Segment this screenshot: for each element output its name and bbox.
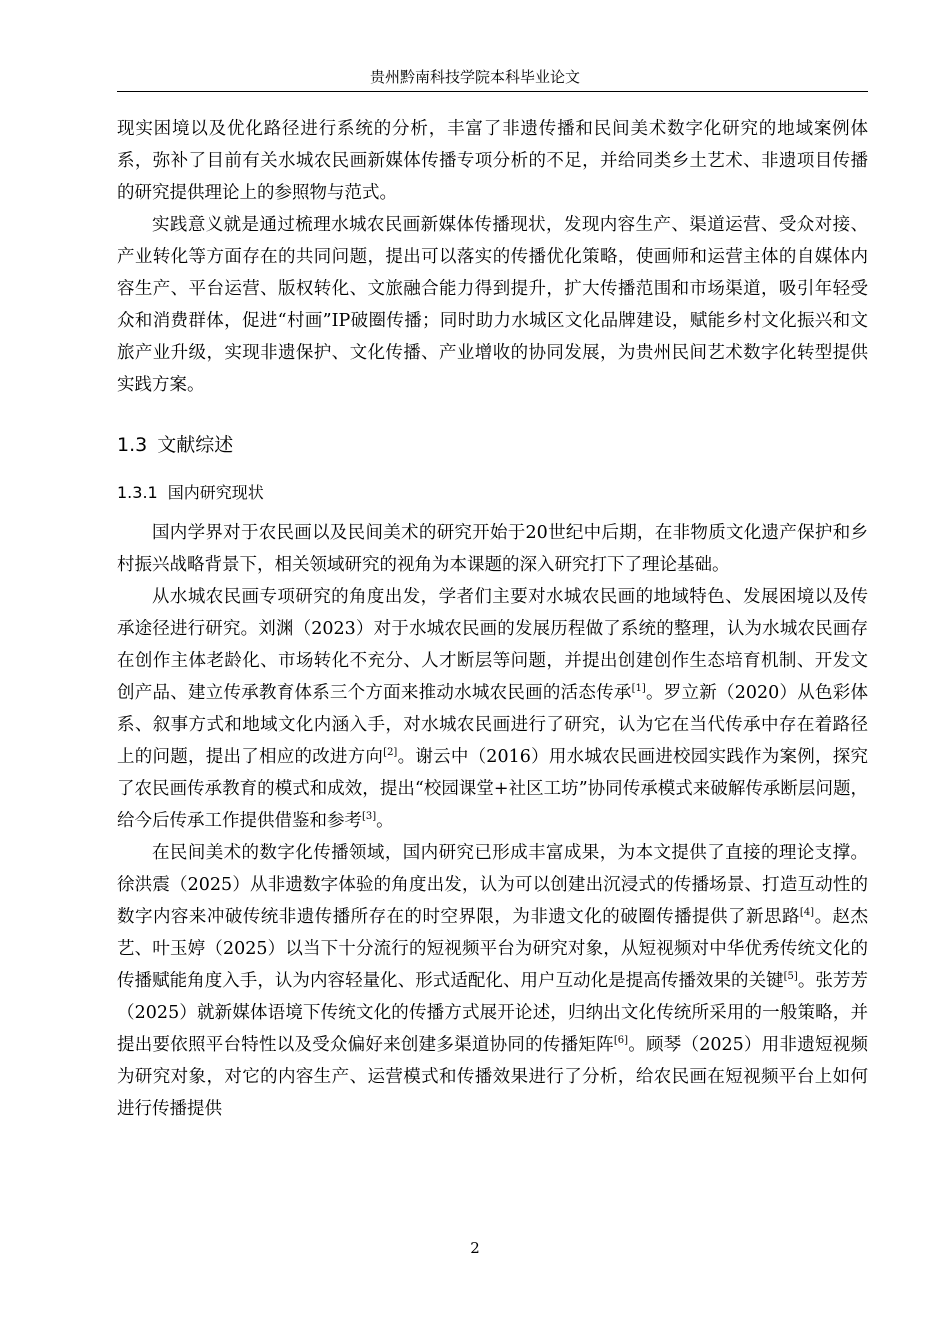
text-segment: 。 bbox=[376, 811, 394, 831]
header-rule bbox=[117, 91, 868, 92]
text-segment: 。谢云中（2016）用水城农民画进校园实践作为案例，探究了农民画传承教育的模式和成效，提出“校园课堂+社区工坊”协同传承模式来破解传承断层问题，给今后传承工作提供借鉴和参考 bbox=[117, 747, 868, 831]
citation-3: [3] bbox=[362, 811, 377, 823]
subsection-title: 国内研究现状 bbox=[167, 483, 264, 502]
subsection-number: 1.3.1 bbox=[117, 483, 158, 502]
paragraph-continued: 现实困境以及优化路径进行系统的分析，丰富了非遗传播和民间美术数字化研究的地域案例体系，弥补了目前有关水城农民画新媒体传播专项分析的不足，并给同类乡土艺术、非遗项目传播的研究提供理论上的参照物与范式。 bbox=[117, 119, 868, 203]
citation-2: [2] bbox=[383, 747, 398, 759]
text-segment: 。罗立新（2020）从色彩体系、叙事方式和地域文化内涵入手，对水城农民画进行了研究，认为它在当代传承中存在着路径上的问题，提出了相应的改进方向 bbox=[117, 683, 868, 767]
citation-5: [5] bbox=[783, 971, 798, 983]
citation-4: [4] bbox=[799, 907, 815, 919]
section-heading bbox=[117, 431, 868, 459]
subsection-heading bbox=[117, 481, 868, 505]
page-body bbox=[117, 113, 868, 1125]
paragraph-practical-significance: 实践意义就是通过梳理水城农民画新媒体传播现状，发现内容生产、渠道运营、受众对接、产业转化等方面存在的共同问题，提出可以落实的传播优化策略，使画师和运营主体的自媒体内容生产、平台运营、版权转化、文旅融合能力得到提升，扩大传播范围和市场渠道，吸引年轻受众和消费群体，促进“村画”IP破圈传播；同时助力水城区文化品牌建设，赋能乡村文化振兴和文旅产业升级，实现非遗保护、文化传播、产业增收的协同发展，为贵州民间艺术数字化转型提供实践方案。 bbox=[117, 215, 868, 395]
text-segment: 。顾琴（2025）用非遗短视频为研究对象，对它的内容生产、运营模式和传播效果进行了分析，给农民画在短视频平台上如何进行传播提供 bbox=[117, 1035, 869, 1119]
paragraph-domestic-research-intro: 国内学界对于农民画以及民间美术的研究开始于20世纪中后期，在非物质文化遗产保护和乡村振兴战略背景下，相关领域研究的视角为本课题的深入研究打下了理论基础。 bbox=[117, 523, 868, 575]
section-title: 文献综述 bbox=[157, 434, 234, 456]
section-number: 1.3 bbox=[117, 434, 148, 456]
paragraph-digital-dissemination bbox=[117, 837, 868, 1125]
running-header: 贵州黔南科技学院本科毕业论文 bbox=[369, 68, 580, 86]
text-segment: 从水城农民画专项研究的角度出发，学者们主要对水城农民画的地域特色、发展困境以及传承途径进行研究。刘渊（2023）对于水城农民画的发展历程做了系统的整理，认为水城农民画存在创作主体老龄化、市场转化不充分、人才断层等问题，并提出创建创作生态培育机制、开发文创产品、建立传承教育体系三个方面来推动水城农民画的活态传承 bbox=[117, 587, 868, 703]
citation-6: [6] bbox=[613, 1035, 629, 1047]
text-segment: 。赵杰艺、叶玉婷（2025）以当下十分流行的短视频平台为研究对象，从短视频对中华优秀传统文化的传播赋能角度入手，认为内容轻量化、形式适配化、用户互动化是提高传播效果的关键 bbox=[117, 907, 869, 991]
page-number: 2 bbox=[470, 1239, 480, 1257]
text-segment: 在民间美术的数字化传播领域，国内研究已形成丰富成果，为本文提供了直接的理论支撑。徐洪震（2025）从非遗数字体验的角度出发，认为可以创建出沉浸式的传播场景、打造互动性的数字内容来冲破传统非遗传播所存在的时空界限，为非遗文化的破圈传播提供了新思路 bbox=[117, 843, 868, 927]
citation-1: [1] bbox=[631, 683, 646, 695]
paragraph-shuicheng-research bbox=[117, 581, 868, 837]
text-segment: 。张芳芳（2025）就新媒体语境下传统文化的传播方式展开论述，归纳出文化传统所采用的一般策略，并提出要依照平台特性以及受众偏好来创建多渠道协同的传播矩阵 bbox=[117, 971, 869, 1055]
